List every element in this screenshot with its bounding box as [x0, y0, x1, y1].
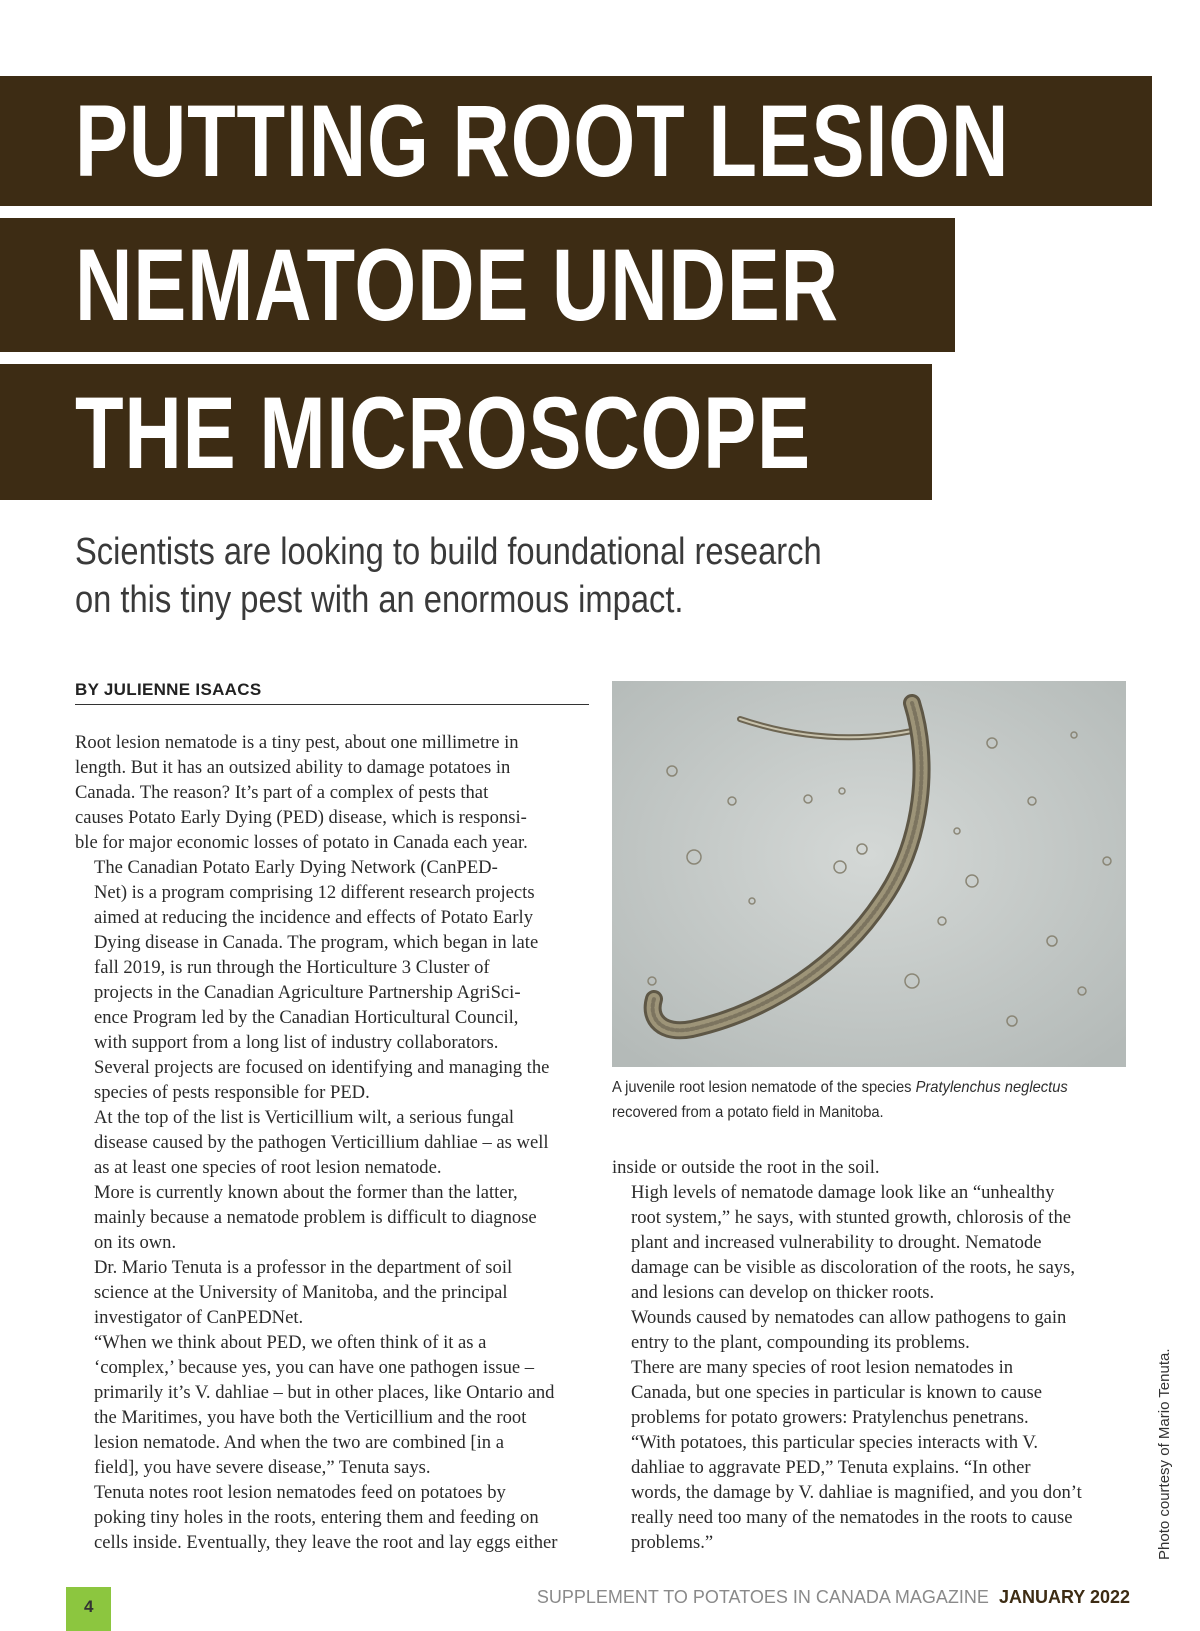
left-paragraph	[75, 1330, 595, 1480]
byline: BY JULIENNE ISAACS	[75, 680, 589, 705]
right-line: plant and increased vulnerability to drought. Nematode	[631, 1232, 1042, 1253]
right-line: Canada, but one species in particular is known to cause	[631, 1382, 1043, 1403]
left-paragraph	[75, 1180, 595, 1255]
left-line: mainly because a nematode problem is difficult to diagnose	[94, 1207, 537, 1228]
deck-line-1: Scientists are looking to build foundational research	[75, 531, 822, 573]
right-line: There are many species of root lesion nematodes in	[631, 1357, 1014, 1378]
left-line: Root lesion nematode is a tiny pest, about one millimetre in	[75, 732, 519, 753]
left-line: with support from a long list of industry collaborators.	[94, 1032, 499, 1053]
left-line: ble for major economic losses of potato in Canada each year.	[75, 832, 528, 853]
left-paragraph	[75, 1255, 595, 1330]
left-line: as at least one species of root lesion nematode.	[94, 1157, 442, 1178]
right-line: entry to the plant, compounding its problems.	[631, 1332, 970, 1353]
right-line: problems for potato growers: Pratylenchus penetrans.	[631, 1407, 1029, 1428]
right-line: inside or outside the root in the soil.	[612, 1157, 880, 1178]
headline-line-2-text: NEMATODE UNDER	[75, 228, 839, 342]
right-line: Wounds caused by nematodes can allow pathogens to gain	[631, 1307, 1067, 1328]
left-line: science at the University of Manitoba, and the principal	[94, 1282, 508, 1303]
article-deck	[75, 528, 835, 624]
publication-name: SUPPLEMENT TO POTATOES IN CANADA MAGAZINE	[536, 1587, 989, 1607]
right-paragraph	[612, 1355, 1132, 1430]
footer-publication-line	[537, 1587, 1130, 1613]
left-line: fall 2019, is run through the Horticulture 3 Cluster of	[94, 957, 490, 978]
left-paragraph	[75, 1480, 595, 1555]
left-line: More is currently known about the former than the latter,	[94, 1182, 518, 1203]
caption-line-2: recovered from a potato field in Manitoba.	[612, 1104, 884, 1121]
nematode-photo	[612, 681, 1126, 1067]
headline-line-3-text: THE MICROSCOPE	[75, 376, 811, 490]
left-line: causes Potato Early Dying (PED) disease, which is responsi-	[75, 807, 527, 828]
headline-line-3	[0, 364, 932, 500]
left-line: the Maritimes, you have both the Verticillium and the root	[94, 1407, 527, 1428]
photo-caption	[612, 1075, 1132, 1125]
right-line: damage can be visible as discoloration of the roots, he says,	[631, 1257, 1076, 1278]
headline-line-2	[0, 218, 955, 352]
page-number: 4	[66, 1587, 111, 1631]
right-paragraph	[612, 1180, 1132, 1305]
left-line: lesion nematode. And when the two are combined [in a	[94, 1432, 504, 1453]
left-line: investigator of CanPEDNet.	[94, 1307, 304, 1328]
headline-line-1	[0, 76, 1152, 206]
right-line: root system,” he says, with stunted growth, chlorosis of the	[631, 1207, 1071, 1228]
right-line: dahliae to aggravate PED,” Tenuta explains. “In other	[631, 1457, 1031, 1478]
left-line: Net) is a program comprising 12 different research projects	[94, 882, 535, 903]
photo-credit: Photo courtesy of Mario Tenuta.	[1156, 1348, 1173, 1560]
left-line: primarily it’s V. dahliae – but in other places, like Ontario and	[94, 1382, 555, 1403]
left-line: Several projects are focused on identifying and managing the	[94, 1057, 550, 1078]
right-line: High levels of nematode damage look like an “unhealthy	[631, 1182, 1055, 1203]
caption-species: Pratylenchus neglectus	[915, 1079, 1068, 1096]
right-paragraph	[612, 1430, 1132, 1555]
right-paragraph	[612, 1305, 1132, 1355]
body-column-right	[612, 1155, 1132, 1555]
left-line: disease caused by the pathogen Verticillium dahliae – as well	[94, 1132, 549, 1153]
issue-date: JANUARY 2022	[998, 1587, 1130, 1607]
right-paragraph	[612, 1155, 1132, 1180]
left-line: The Canadian Potato Early Dying Network (CanPED-	[94, 857, 498, 878]
right-line: problems.”	[631, 1532, 714, 1553]
left-line: Tenuta notes root lesion nematodes feed on potatoes by	[94, 1482, 506, 1503]
left-line: Dying disease in Canada. The program, which began in late	[94, 932, 539, 953]
left-line: cells inside. Eventually, they leave the root and lay eggs either	[94, 1532, 558, 1553]
right-line: words, the damage by V. dahliae is magnified, and you don’t	[631, 1482, 1082, 1503]
left-line: At the top of the list is Verticillium wilt, a serious fungal	[94, 1107, 515, 1128]
left-paragraph	[75, 855, 595, 1105]
left-line: aimed at reducing the incidence and effects of Potato Early	[94, 907, 534, 928]
left-line: field], you have severe disease,” Tenuta says.	[94, 1457, 431, 1478]
right-line: and lesions can develop on thicker roots.	[631, 1282, 935, 1303]
left-line: projects in the Canadian Agriculture Partnership AgriSci-	[94, 982, 521, 1003]
deck-line-2: on this tiny pest with an enormous impact.	[75, 579, 684, 621]
nematode-micrograph-image	[612, 681, 1126, 1067]
headline-line-1-text: PUTTING ROOT LESION	[75, 84, 1010, 198]
body-column-left	[75, 730, 595, 1555]
left-paragraph	[75, 730, 595, 855]
right-line: “With potatoes, this particular species interacts with V.	[631, 1432, 1039, 1453]
left-line: species of pests responsible for PED.	[94, 1082, 370, 1103]
left-line: length. But it has an outsized ability to damage potatoes in	[75, 757, 511, 778]
left-line: Dr. Mario Tenuta is a professor in the department of soil	[94, 1257, 513, 1278]
left-line: poking tiny holes in the roots, entering them and feeding on	[94, 1507, 539, 1528]
left-line: on its own.	[94, 1232, 177, 1253]
left-line: “When we think about PED, we often think of it as a	[94, 1332, 487, 1353]
caption-prefix: A juvenile root lesion nematode of the species	[612, 1079, 916, 1096]
left-line: ‘complex,’ because yes, you can have one pathogen issue –	[94, 1357, 535, 1378]
left-line: Canada. The reason? It’s part of a complex of pests that	[75, 782, 489, 803]
left-paragraph	[75, 1105, 595, 1180]
right-line: really need too many of the nematodes in the roots to cause	[631, 1507, 1073, 1528]
left-line: ence Program led by the Canadian Horticultural Council,	[94, 1007, 519, 1028]
